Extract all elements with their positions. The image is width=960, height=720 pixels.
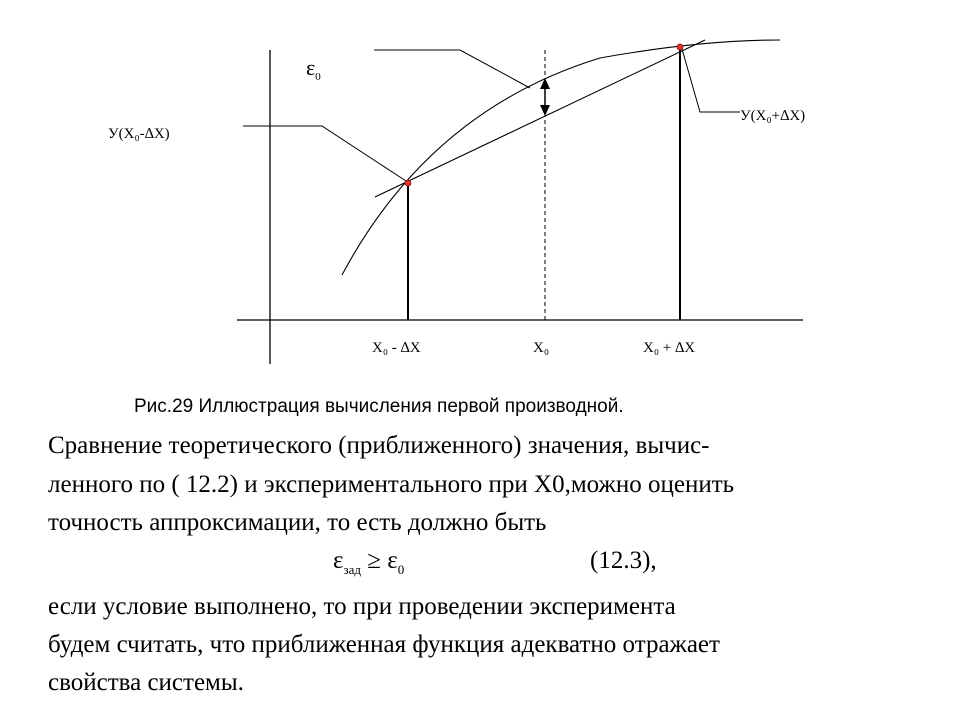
- text-line-4: если условие выполнено, то при проведении эксперимента: [48, 593, 676, 620]
- x-plus-label: Х₀ + ∆Х: [643, 340, 696, 356]
- formula-expression: $\varepsilon_{зад} \ge \varepsilon_0$: [333, 547, 405, 577]
- formula-12-3: [0, 547, 960, 581]
- formula-number: (12.3),: [590, 547, 657, 574]
- text-line-2: ленного по ( 12.2) и экспериментального при Х0,можно оценить: [48, 471, 735, 498]
- x-zero-label: Х₀: [533, 340, 550, 356]
- y-right-label: У(Х₀+∆Х): [740, 108, 806, 124]
- text-line-3: точность аппроксимации, то есть должно быть: [48, 509, 547, 536]
- leader-left: [243, 126, 406, 181]
- y-left-label: У(Х₀-∆Х): [108, 126, 170, 142]
- x-minus-label: Х₀ - ∆Х: [372, 340, 421, 356]
- figure-caption: Рис.29 Иллюстрация вычисления первой производной.: [134, 396, 624, 417]
- leader-epsilon: [374, 50, 530, 88]
- text-line-1: Сравнение теоретического (приближенного) значения, вычис-: [48, 432, 710, 459]
- leader-right: [682, 49, 740, 112]
- secant-line: [375, 40, 705, 197]
- text-line-5: будем считать, что приближенная функция адекватно отражает: [48, 631, 720, 658]
- arrow-head-up: [540, 78, 550, 89]
- text-line-6: свойства системы.: [48, 669, 244, 696]
- epsilon-label: $\varepsilon_0$: [306, 55, 321, 83]
